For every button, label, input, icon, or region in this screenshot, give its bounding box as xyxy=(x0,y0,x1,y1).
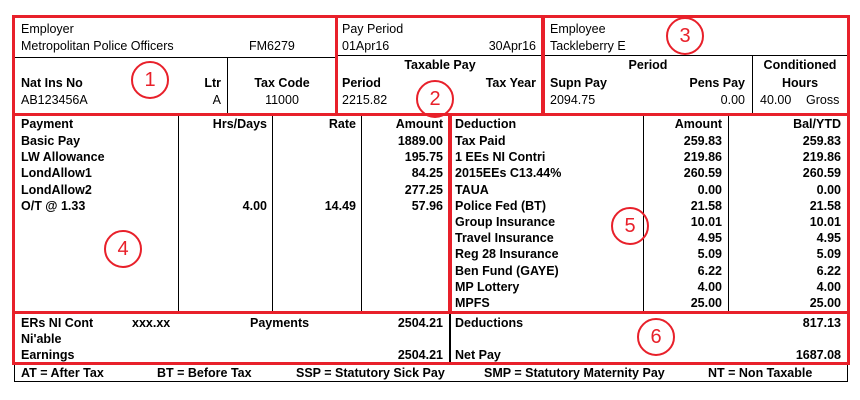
legend-before-tax: BT = Before Tax xyxy=(157,366,252,380)
supn-pay-value: 2094.75 xyxy=(550,93,596,107)
table-row: 2015EEs C13.44% xyxy=(455,166,562,181)
table-cell: 4.95 xyxy=(816,231,841,246)
pay-period-label: Pay Period xyxy=(342,22,404,36)
tax-code-label: Tax Code xyxy=(254,76,310,90)
ltr-label: Ltr xyxy=(204,76,221,90)
payments-total-value: 2504.21 xyxy=(397,316,443,330)
supn-pay-label: Supn Pay xyxy=(550,76,607,90)
pens-pay-label: Pens Pay xyxy=(689,76,745,90)
marker-4: 4 xyxy=(104,230,142,268)
tax-code-value: 11000 xyxy=(265,93,299,107)
pens-pay-value: 0.00 xyxy=(720,93,745,107)
table-row: Reg 28 Insurance xyxy=(455,247,559,262)
table-cell: 25.00 xyxy=(809,295,841,310)
table-cell: 4.95 xyxy=(697,231,722,246)
table-cell: 260.59 xyxy=(802,166,841,181)
ltr-value: A xyxy=(212,93,221,107)
table-row: MP Lottery xyxy=(455,279,520,294)
hours-value: 40.00 xyxy=(760,93,792,107)
table-cell: 4.00 xyxy=(697,279,722,294)
table-cell: 259.83 xyxy=(802,134,841,148)
employee-name: Tackleberry E xyxy=(550,39,626,53)
rate-header: Rate xyxy=(328,117,356,131)
table-cell: 0.00 xyxy=(816,182,841,197)
table-cell: 259.83 xyxy=(683,134,722,148)
taxable-pay-label: Taxable Pay xyxy=(404,58,476,72)
highlight-box-deductions xyxy=(448,113,850,314)
table-row: Travel Insurance xyxy=(455,231,554,246)
legend-non-taxable: NT = Non Taxable xyxy=(708,366,813,380)
table-row: Ben Fund (GAYE) xyxy=(455,263,559,278)
table-row: Group Insurance xyxy=(455,214,556,229)
tax-year-label: Tax Year xyxy=(485,76,536,90)
table-cell: 21.58 xyxy=(690,198,722,213)
nat-ins-value: AB123456A xyxy=(21,93,88,107)
deduction-amount-header: Amount xyxy=(674,117,722,131)
table-cell: 10.01 xyxy=(690,214,722,229)
bal-ytd-header: Bal/YTD xyxy=(793,117,841,131)
table-cell: 219.86 xyxy=(802,150,841,165)
table-cell: 277.25 xyxy=(404,182,443,197)
gross-label: Gross xyxy=(806,93,840,107)
ers-ni-value: xxx.xx xyxy=(132,316,171,330)
pay-period-end: 30Apr16 xyxy=(488,39,536,53)
table-row: MPFS xyxy=(455,295,490,310)
table-cell: 10.01 xyxy=(809,214,841,229)
deductions-total-value: 817.13 xyxy=(802,316,841,330)
table-row: Police Fed (BT) xyxy=(455,198,546,213)
marker-3: 3 xyxy=(666,17,704,55)
table-row: Tax Paid xyxy=(455,134,506,148)
highlight-box-payments xyxy=(12,113,452,314)
niable-label: Ni'able xyxy=(21,332,62,346)
conditioned-label: Conditioned xyxy=(763,58,837,72)
table-cell: 6.22 xyxy=(697,263,722,278)
amount-header: Amount xyxy=(395,117,443,131)
table-cell: 4.00 xyxy=(242,198,267,213)
table-row: TAUA xyxy=(455,182,489,197)
table-row: O/T @ 1.33 xyxy=(21,198,86,213)
deduction-header: Deduction xyxy=(455,117,517,131)
employer-name: Metropolitan Police Officers xyxy=(21,39,174,53)
table-row: LW Allowance xyxy=(21,150,105,165)
legend-after-tax: AT = After Tax xyxy=(21,366,104,380)
employer-code: FM6279 xyxy=(249,39,295,53)
legend-smp: SMP = Statutory Maternity Pay xyxy=(484,366,665,380)
highlight-box-employer xyxy=(12,15,338,116)
employer-label: Employer xyxy=(21,22,74,36)
marker-1: 1 xyxy=(131,61,169,99)
table-cell: 57.96 xyxy=(411,198,443,213)
table-cell: 5.09 xyxy=(816,247,841,262)
table-cell: 260.59 xyxy=(683,166,722,181)
marker-5: 5 xyxy=(611,207,649,245)
table-cell: 14.49 xyxy=(324,198,356,213)
table-cell: 4.00 xyxy=(816,279,841,294)
marker-2: 2 xyxy=(416,80,454,118)
hrs-days-header: Hrs/Days xyxy=(212,117,267,131)
table-cell: 0.00 xyxy=(697,182,722,197)
pay-period-start: 01Apr16 xyxy=(342,39,390,53)
table-cell: 21.58 xyxy=(809,198,841,213)
table-cell: 6.22 xyxy=(816,263,841,278)
ers-ni-label: ERs NI Cont xyxy=(21,316,94,330)
table-cell: 195.75 xyxy=(404,150,443,165)
table-row: 1 EEs NI Contri xyxy=(455,150,546,165)
payments-total-label: Payments xyxy=(250,316,310,330)
earnings-value: 2504.21 xyxy=(397,348,443,362)
table-cell: 84.25 xyxy=(411,166,443,181)
nat-ins-label: Nat Ins No xyxy=(21,76,83,90)
table-cell: 25.00 xyxy=(690,295,722,310)
employee-label: Employee xyxy=(550,22,606,36)
net-pay-value: 1687.08 xyxy=(795,348,841,362)
highlight-box-summary xyxy=(12,311,850,365)
deductions-total-label: Deductions xyxy=(455,316,524,330)
marker-6: 6 xyxy=(637,318,675,356)
table-row: Basic Pay xyxy=(21,134,81,148)
table-cell: 5.09 xyxy=(697,247,722,262)
legend-ssp: SSP = Statutory Sick Pay xyxy=(296,366,445,380)
table-row: LondAllow2 xyxy=(21,182,92,197)
taxable-period-value: 2215.82 xyxy=(342,93,388,107)
hours-label: Hours xyxy=(781,76,819,90)
earnings-label: Earnings xyxy=(21,348,75,362)
table-cell: 1889.00 xyxy=(397,134,443,148)
employee-period-label: Period xyxy=(628,58,668,72)
table-cell: 219.86 xyxy=(683,150,722,165)
payment-header: Payment xyxy=(21,117,74,131)
table-row: LondAllow1 xyxy=(21,166,92,181)
net-pay-label: Net Pay xyxy=(455,348,501,362)
taxable-period-label: Period xyxy=(342,76,381,90)
